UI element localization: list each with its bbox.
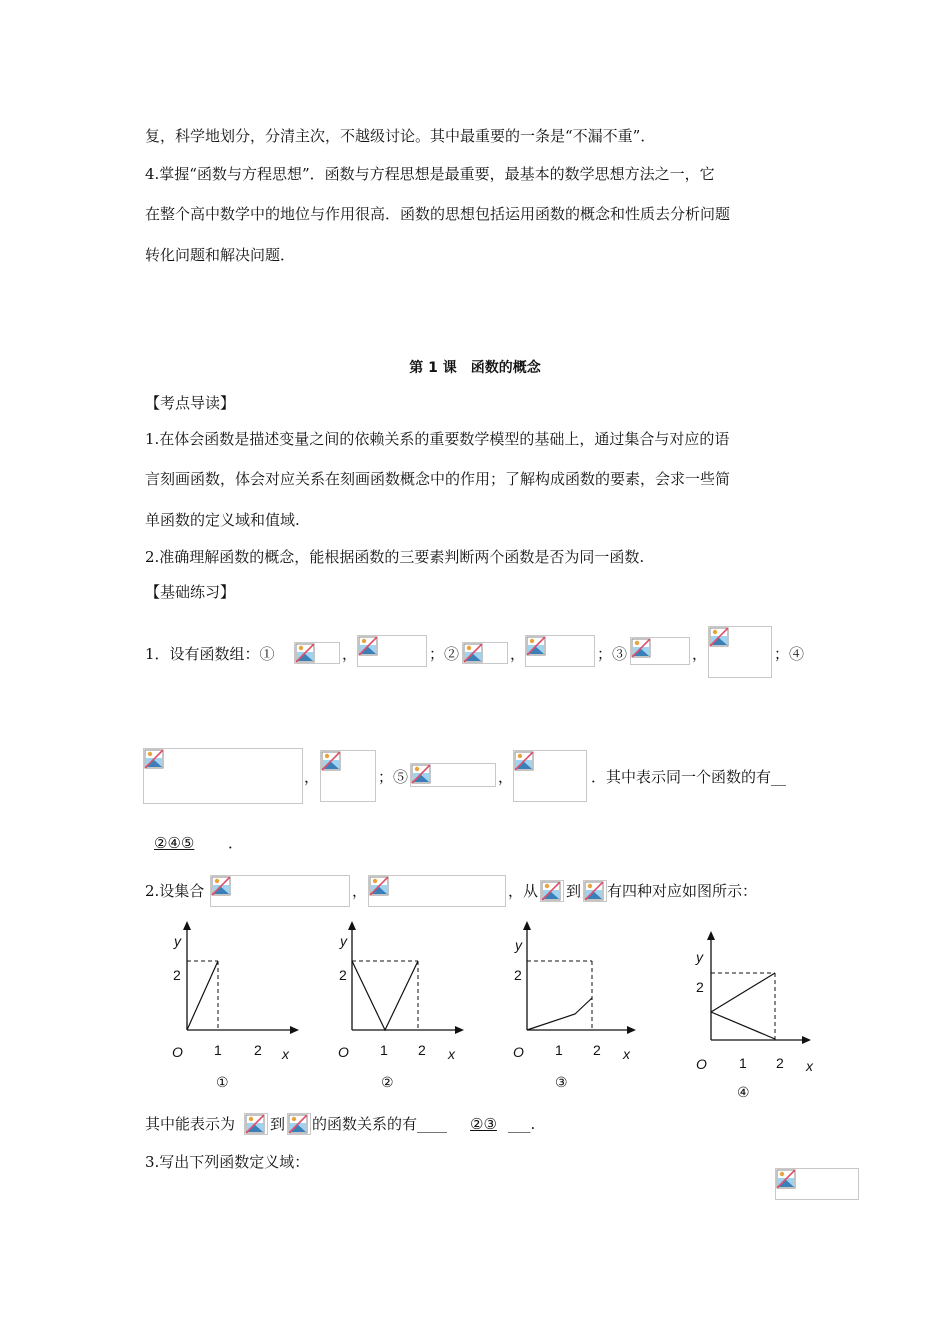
formula-image-icon <box>525 635 595 667</box>
broken-image-glyph <box>288 1114 308 1134</box>
broken-image-glyph <box>526 636 546 656</box>
graph-number-1: ① <box>216 1074 229 1090</box>
svg-text:2: 2 <box>173 967 181 983</box>
formula-image-icon <box>583 880 607 902</box>
q2-question-end: ___. <box>508 1115 536 1133</box>
guide-2: 2.准确理解函数的概念，能根据函数的三要素判断两个函数是否为同一函数. <box>145 548 645 566</box>
formula-image-icon <box>462 642 508 664</box>
svg-text:1: 1 <box>380 1042 388 1058</box>
broken-image-glyph <box>631 638 651 658</box>
broken-image-glyph <box>584 881 604 901</box>
q2-question-mid: 的函数关系的有____ <box>312 1115 448 1133</box>
svg-text:y: y <box>174 933 181 949</box>
svg-text:1: 1 <box>739 1055 747 1071</box>
broken-image-glyph <box>321 751 341 771</box>
svg-text:2: 2 <box>339 967 347 983</box>
formula-image-icon <box>540 880 564 902</box>
svg-text:y: y <box>696 949 703 965</box>
formula-image-icon <box>210 875 350 907</box>
q1-label-3: ；③ <box>597 645 628 663</box>
mapping-graph-1 <box>160 918 310 1093</box>
formula-image-icon <box>368 875 506 907</box>
svg-text:O: O <box>338 1044 349 1060</box>
practice-header: 【基础练习】 <box>145 583 236 601</box>
svg-text:x: x <box>282 1046 289 1062</box>
formula-image-icon <box>320 750 376 802</box>
q1-answer: ②④⑤ <box>154 834 195 852</box>
formula-image-icon <box>287 1113 311 1135</box>
intro-line-4: 转化问题和解决问题． <box>145 246 296 264</box>
guide-1-line-c: 单函数的定义域和值域. <box>145 511 300 529</box>
svg-text:y: y <box>340 933 347 949</box>
lesson-title: 第 1 课 函数的概念 <box>409 360 541 376</box>
svg-text:O: O <box>513 1044 524 1060</box>
mapping-graph-4 <box>690 928 840 1108</box>
q2-question-prefix: 其中能表示为 <box>145 1115 236 1133</box>
intro-line-1: 复，科学地划分，分清主次，不越级讨论。其中最重要的一条是“不漏不重”． <box>145 127 656 145</box>
broken-image-glyph <box>211 876 231 896</box>
q1-comma: ， <box>498 768 514 786</box>
q3-text: 3.写出下列函数定义域： <box>145 1153 310 1171</box>
mapping-graph-3 <box>505 918 655 1093</box>
q1-comma: ， <box>342 645 358 663</box>
svg-text:x: x <box>806 1058 813 1074</box>
q2-from: ，从 <box>508 882 539 900</box>
graph-number-2: ② <box>381 1074 394 1090</box>
formula-image-icon <box>294 642 340 664</box>
formula-image-icon <box>708 626 772 678</box>
q2-prefix: 2.设集合 <box>145 882 205 900</box>
broken-image-glyph <box>358 636 378 656</box>
svg-text:2: 2 <box>776 1055 784 1071</box>
formula-image-icon <box>630 637 690 665</box>
svg-text:1: 1 <box>214 1042 222 1058</box>
q1-end: ． <box>228 834 244 852</box>
broken-image-glyph <box>295 643 315 663</box>
svg-text:2: 2 <box>514 967 522 983</box>
mapping-graph-2 <box>330 918 480 1093</box>
graph-number-4: ④ <box>737 1084 750 1100</box>
svg-text:2: 2 <box>254 1042 262 1058</box>
broken-image-glyph <box>709 627 729 647</box>
broken-image-glyph <box>369 876 389 896</box>
svg-text:2: 2 <box>418 1042 426 1058</box>
q1-label-4: ；④ <box>774 645 805 663</box>
svg-text:2: 2 <box>593 1042 601 1058</box>
svg-text:O: O <box>696 1056 707 1072</box>
broken-image-glyph <box>411 764 431 784</box>
guide-1-line-b: 言刻画函数，体会对应关系在刻画函数概念中的作用；了解构成函数的要素，会求一些简 <box>145 470 731 488</box>
q1-comma: ， <box>304 768 320 786</box>
formula-image-icon <box>244 1113 268 1135</box>
q2-question-to: 到 <box>270 1115 286 1133</box>
svg-text:2: 2 <box>696 979 704 995</box>
q2-answer: ②③ <box>470 1115 497 1133</box>
broken-image-glyph <box>776 1169 796 1189</box>
q2-tail: 有四种对应如图所示： <box>607 882 758 900</box>
intro-line-2: 4.掌握“函数与方程思想”．函数与方程思想是最重要，最基本的数学思想方法之一，它 <box>145 165 715 183</box>
q2-to: 到 <box>566 882 582 900</box>
formula-image-icon <box>357 635 427 667</box>
guide-1-line-a: 1.在体会函数是描述变量之间的依赖关系的重要数学模型的基础上，通过集合与对应的语 <box>145 430 730 448</box>
broken-image-glyph <box>463 643 483 663</box>
intro-line-3: 在整个高中数学中的地位与作用很高．函数的思想包括运用函数的概念和性质去分析问题 <box>145 205 731 223</box>
formula-image-icon <box>513 750 587 802</box>
formula-image-icon <box>143 748 303 804</box>
q1-tail: ．其中表示同一个函数的有__ <box>591 768 787 786</box>
graph-number-3: ③ <box>555 1074 568 1090</box>
q1-comma: ， <box>692 645 708 663</box>
formula-image-icon <box>775 1168 859 1200</box>
q1-prefix: 1．设有函数组：① <box>145 645 275 663</box>
broken-image-glyph <box>514 751 534 771</box>
broken-image-glyph <box>541 881 561 901</box>
broken-image-glyph <box>245 1114 265 1134</box>
q2-comma: ， <box>352 882 368 900</box>
q1-comma: ， <box>510 645 526 663</box>
svg-text:x: x <box>448 1046 455 1062</box>
svg-text:y: y <box>515 937 522 953</box>
guide-header: 【考点导读】 <box>145 394 236 412</box>
q1-label-5: ；⑤ <box>378 768 409 786</box>
q1-label-2: ；② <box>429 645 460 663</box>
svg-text:x: x <box>623 1046 630 1062</box>
broken-image-glyph <box>144 749 164 769</box>
formula-image-icon <box>410 763 496 787</box>
svg-text:1: 1 <box>555 1042 563 1058</box>
svg-text:O: O <box>172 1044 183 1060</box>
